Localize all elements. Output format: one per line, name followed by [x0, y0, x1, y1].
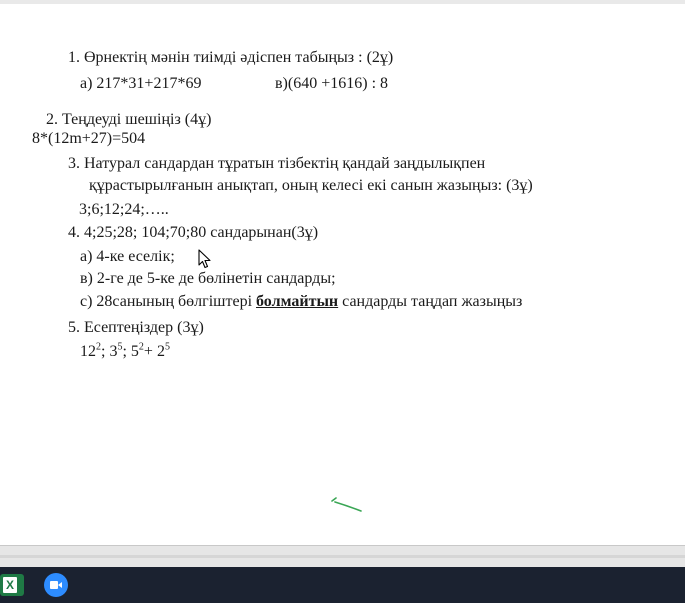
- taskbar: [0, 567, 685, 603]
- zoom-camera-body: [50, 581, 58, 589]
- excel-glyph: X: [3, 577, 17, 593]
- question-3-title-continued: құрастырылғанын анықтап, оның келесі екі санын жазыңыз: (3ұ): [89, 177, 533, 194]
- question-4-option-c-prefix: с) 28санының бөлгіштері: [80, 293, 257, 310]
- question-4-option-b: в) 2-ге де 5-ке де бөлінетін сандарды;: [80, 270, 336, 287]
- scrollbar-track[interactable]: [0, 555, 685, 558]
- plus-sign: +: [143, 343, 157, 360]
- document-page[interactable]: [0, 4, 685, 545]
- question-3-title: 3. Натурал сандардан тұратын тізбектің қандай заңдылықпен: [68, 155, 486, 172]
- question-1-option-a: а) 217*31+217*69: [80, 75, 202, 92]
- question-1-title: 1. Өрнектің мәнін тиімді әдіспен табыңыз : (2ұ): [68, 49, 394, 66]
- power-base: 12: [80, 343, 96, 360]
- power-exponent: 2: [96, 341, 101, 353]
- horizontal-scrollbar[interactable]: [0, 545, 685, 568]
- zoom-camera-lens: [58, 582, 62, 588]
- question-5-title: 5. Есептеңіздер (3ұ): [68, 319, 204, 336]
- power-exponent: 5: [164, 341, 170, 353]
- mouse-cursor-icon: [198, 249, 212, 269]
- separator: ;: [101, 343, 110, 360]
- question-4-title: 4. 4;25;28; 104;70;80 сандарынан(3ұ): [68, 224, 319, 241]
- power-exponent: 2: [138, 341, 144, 353]
- question-4-option-a: а) 4-ке еселік;: [80, 248, 175, 265]
- power-base: 5: [130, 343, 139, 360]
- question-4-option-c-suffix: сандарды таңдап жазыңыз: [338, 293, 523, 310]
- question-2-equation: 8*(12m+27)=504: [32, 130, 146, 147]
- excel-icon[interactable]: [0, 574, 24, 596]
- separator: ;: [122, 343, 131, 360]
- question-3-sequence: 3;6;12;24;…..: [79, 201, 169, 218]
- question-4-option-c: [80, 292, 522, 312]
- question-2-title: 2. Теңдеуді шешіңіз (4ұ): [46, 111, 212, 128]
- pen-stroke-mark: [330, 492, 364, 514]
- power-exponent: 5: [117, 341, 123, 353]
- question-5-expressions: [80, 342, 170, 362]
- power-base: 3: [109, 343, 118, 360]
- zoom-icon[interactable]: [44, 573, 68, 597]
- question-1-option-b: в)(640 +1616) : 8: [275, 75, 389, 92]
- question-4-option-c-emphasis: болмайтын: [256, 293, 339, 310]
- power-base: 2: [156, 343, 165, 360]
